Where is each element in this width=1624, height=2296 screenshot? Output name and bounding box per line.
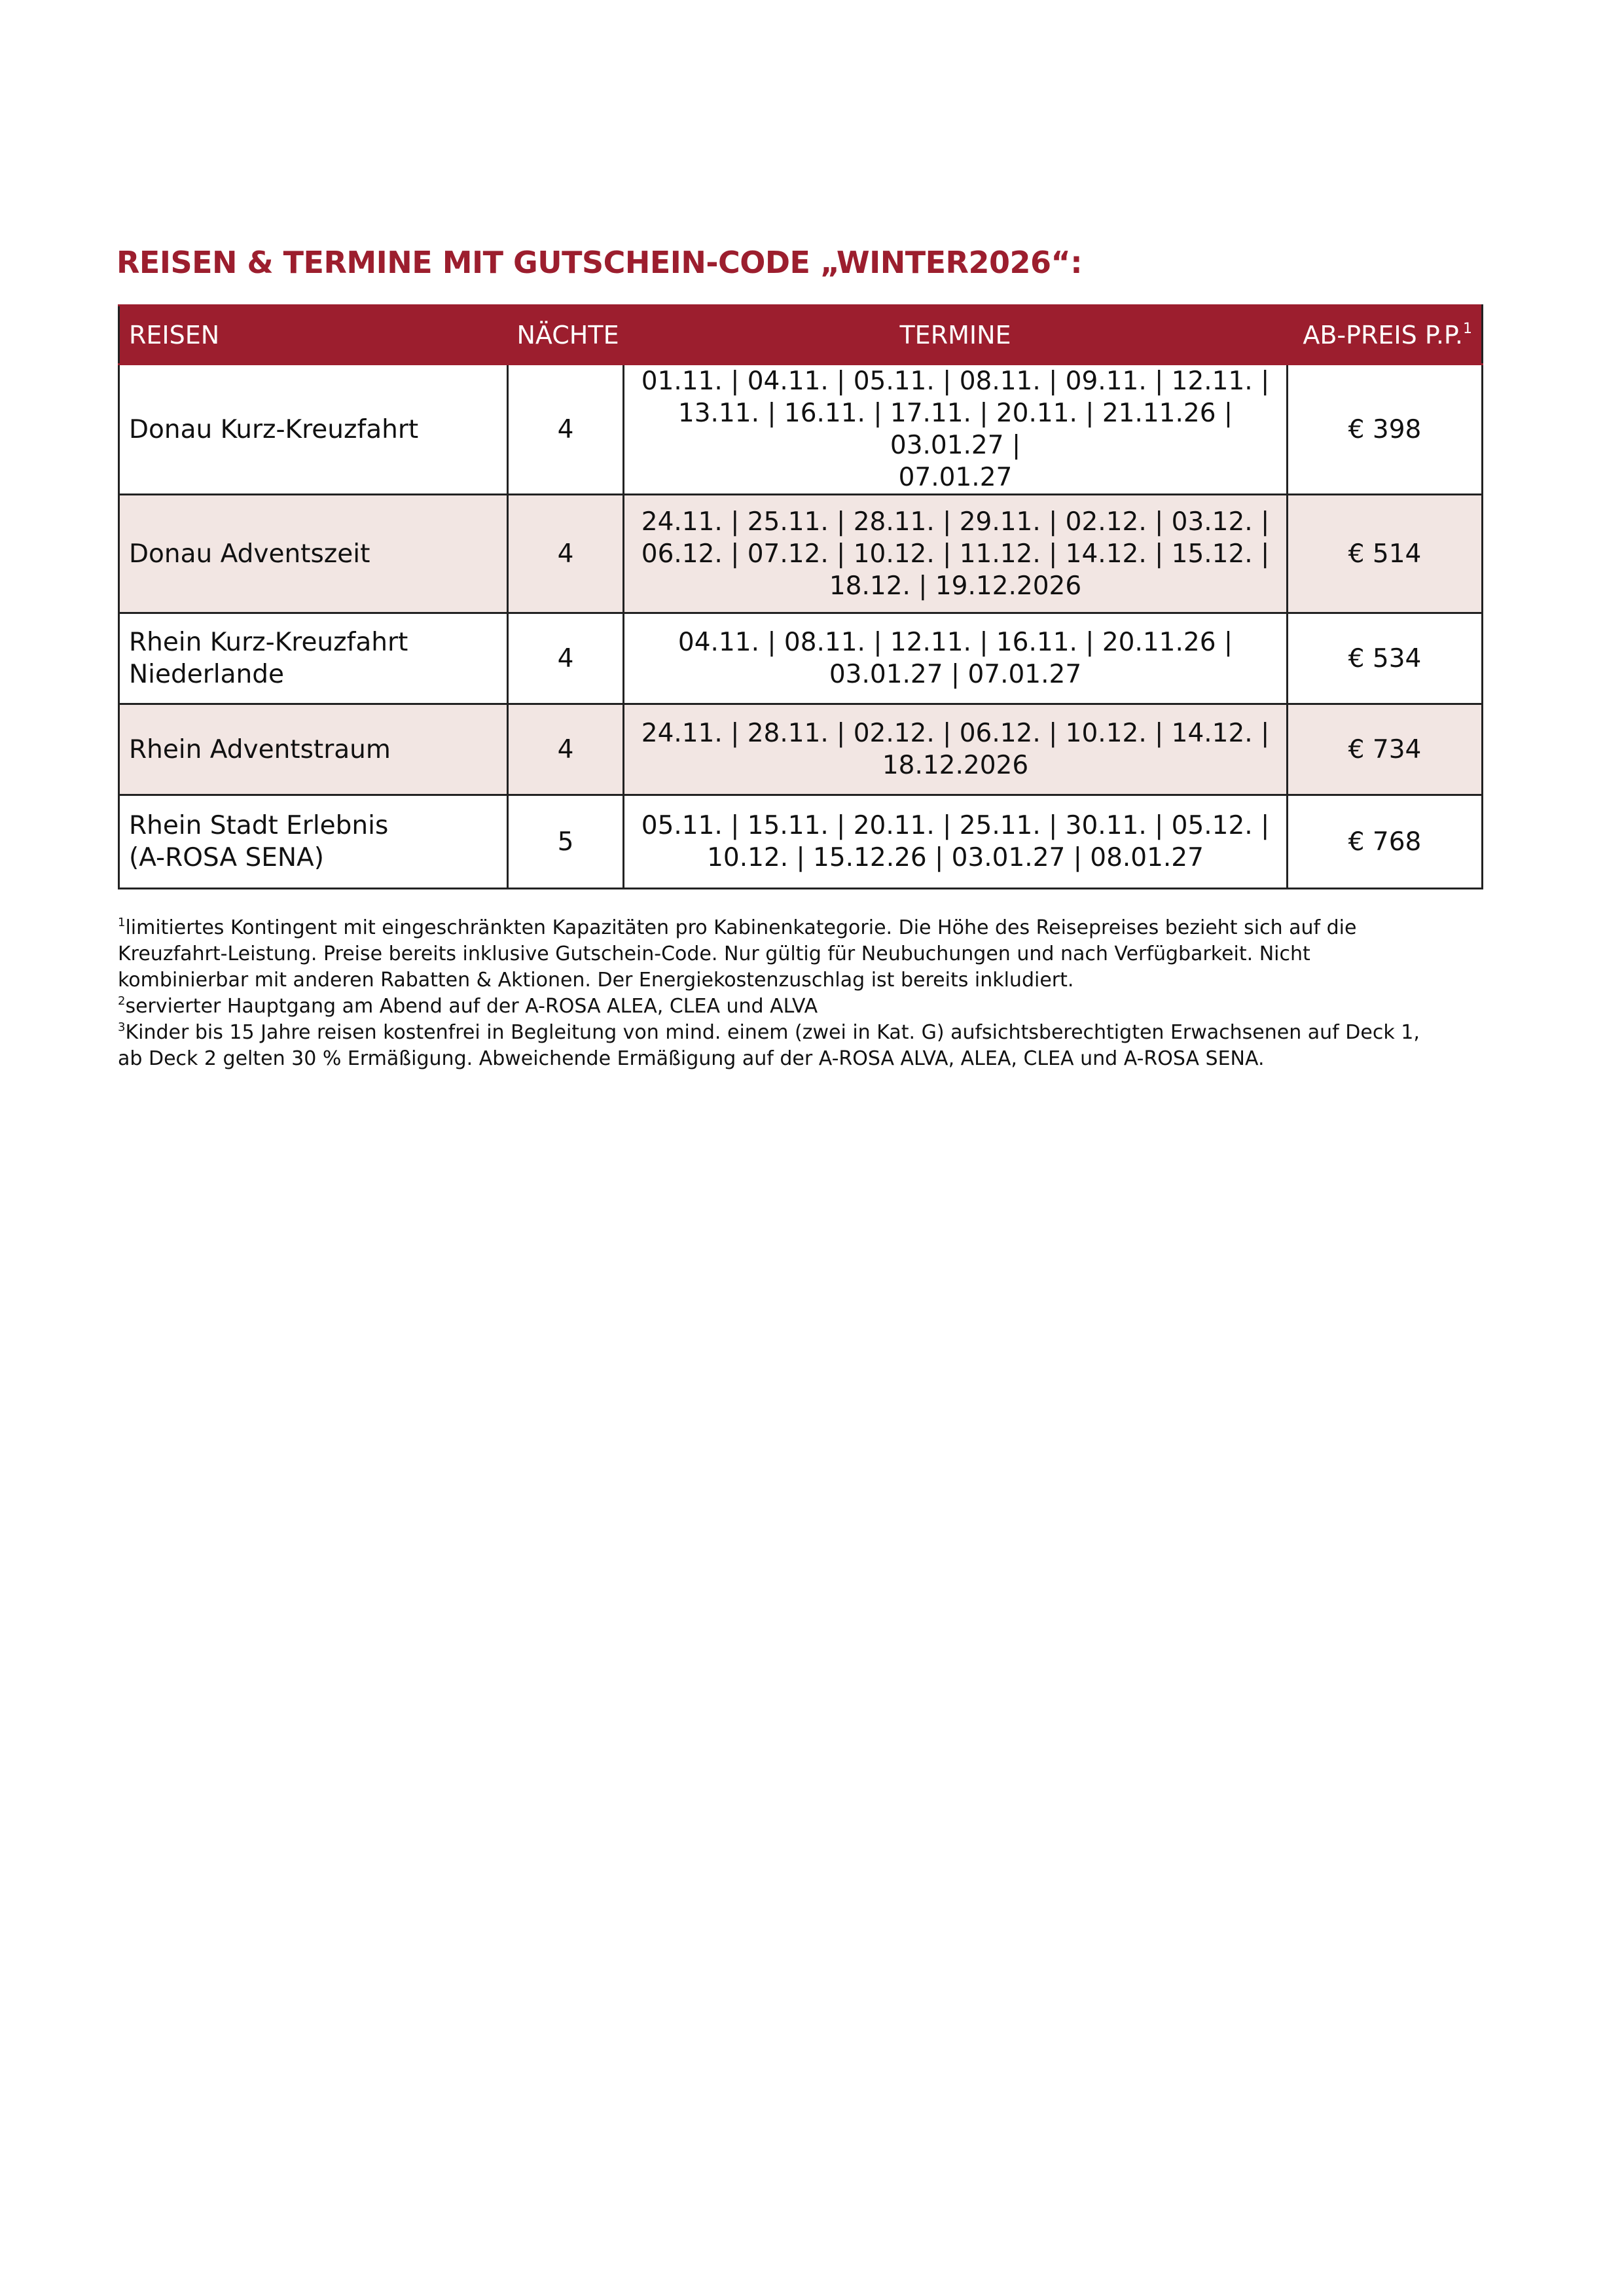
table-row (119, 704, 1483, 795)
trip-dates-line: 18.12. | 19.12.2026 (829, 571, 1082, 601)
trip-name-line: Rhein Adventstraum (129, 734, 391, 764)
trip-nights: 4 (508, 365, 624, 495)
trip-name-line: Niederlande (129, 660, 284, 689)
trip-name-line: Rhein Kurz-Kreuzfahrt (129, 628, 408, 657)
footnote-line (118, 1020, 1486, 1046)
table-header (119, 306, 1483, 365)
footnote-line (118, 941, 1486, 967)
trip-dates-line: 10.12. | 15.12.26 | 03.01.27 | 08.01.27 (707, 843, 1204, 872)
trip-dates-line: 24.11. | 25.11. | 28.11. | 29.11. | 02.12. | 03.12. | (641, 507, 1270, 537)
header-preis (1288, 306, 1483, 365)
table-row (119, 495, 1483, 613)
footnote-text: kombinierbar mit anderen Rabatten & Aktionen. Der Energiekostenzuschlag ist bereits inkludiert. (118, 969, 1074, 992)
footnote-text: limitiertes Kontingent mit eingeschränkten Kapazitäten pro Kabinenkategorie. Die Höhe des Reisepreises bezieht sich auf die (125, 916, 1357, 939)
footnote-mark: 1 (118, 916, 126, 929)
trip-name-line: (A-ROSA SENA) (129, 843, 324, 872)
header-preis-label: AB-PREIS P.P. (1303, 320, 1463, 350)
trip-name (119, 365, 508, 495)
header-termine: TERMINE (624, 306, 1288, 365)
table-header-row (119, 306, 1483, 365)
trip-name (119, 613, 508, 704)
footnote-text: Kreuzfahrt-Leistung. Preise bereits inklusive Gutschein-Code. Nur gültig für Neubuchungen und nach Verfügbarkeit. Nicht (118, 942, 1310, 965)
trip-dates-line: 03.01.27 | 07.01.27 (829, 660, 1082, 689)
footnote-text: Kinder bis 15 Jahre reisen kostenfrei in Begleitung von mind. einem (zwei in Kat. G) aufsichtsberechtigten Erwachsenen auf Deck 1, (125, 1021, 1420, 1044)
trip-price: € 768 (1288, 795, 1483, 889)
header-naechte: NÄCHTE (508, 306, 624, 365)
trip-nights: 4 (508, 495, 624, 613)
trip-dates-line: 24.11. | 28.11. | 02.12. | 06.12. | 10.12. | 14.12. | (641, 719, 1270, 748)
trip-name (119, 795, 508, 889)
trip-name-line: Donau Adventszeit (129, 539, 370, 569)
footnote-line (118, 915, 1486, 941)
trip-name (119, 704, 508, 795)
footnote-line (118, 994, 1486, 1020)
footnote-text: ab Deck 2 gelten 30 % Ermäßigung. Abweichende Ermäßigung auf der A-ROSA ALVA, ALEA, CLEA und A-ROSA SENA. (118, 1047, 1265, 1070)
footnotes (118, 915, 1486, 1072)
trip-name (119, 495, 508, 613)
table-row (119, 365, 1483, 495)
trip-dates (624, 704, 1288, 795)
trip-dates-line: 18.12.2026 (882, 751, 1029, 780)
trip-dates (624, 795, 1288, 889)
table-row (119, 795, 1483, 889)
trip-dates (624, 365, 1288, 495)
trip-name-line: Donau Kurz-Kreuzfahrt (129, 414, 419, 444)
footnote-mark: 2 (118, 994, 126, 1008)
table-row (119, 613, 1483, 704)
trip-price: € 734 (1288, 704, 1483, 795)
page-title: REISEN & TERMINE MIT GUTSCHEIN-CODE „WINTER2026“: (117, 245, 1083, 280)
trip-dates (624, 495, 1288, 613)
trip-price: € 514 (1288, 495, 1483, 613)
trip-dates-line: 04.11. | 08.11. | 12.11. | 16.11. | 20.11.26 | (677, 628, 1233, 657)
trip-dates-line: 05.11. | 15.11. | 20.11. | 25.11. | 30.11. | 05.12. | (641, 811, 1270, 840)
trips-table (118, 304, 1483, 889)
trip-dates-line: 06.12. | 07.12. | 10.12. | 11.12. | 14.12. | 15.12. | (641, 539, 1270, 569)
trip-nights: 4 (508, 613, 624, 704)
trip-dates-line: 01.11. | 04.11. | 05.11. | 08.11. | 09.11. | 12.11. | (641, 367, 1270, 396)
footnote-mark: 3 (118, 1020, 126, 1034)
trip-nights: 4 (508, 704, 624, 795)
trip-nights: 5 (508, 795, 624, 889)
table-body (119, 365, 1483, 889)
trip-dates-line: 07.01.27 (898, 463, 1013, 492)
footnote-text: servierter Hauptgang am Abend auf der A-ROSA ALEA, CLEA und ALVA (125, 995, 818, 1018)
trip-price: € 534 (1288, 613, 1483, 704)
trip-price: € 398 (1288, 365, 1483, 495)
header-preis-footnote-mark: 1 (1463, 320, 1472, 337)
trip-dates (624, 613, 1288, 704)
footnote-line (118, 1046, 1486, 1072)
trip-name-line: Rhein Stadt Erlebnis (129, 811, 389, 840)
trip-dates-line: 13.11. | 16.11. | 17.11. | 20.11. | 21.11.26 | 03.01.27 | (677, 399, 1233, 460)
header-reisen: REISEN (119, 306, 508, 365)
footnote-line (118, 967, 1486, 994)
